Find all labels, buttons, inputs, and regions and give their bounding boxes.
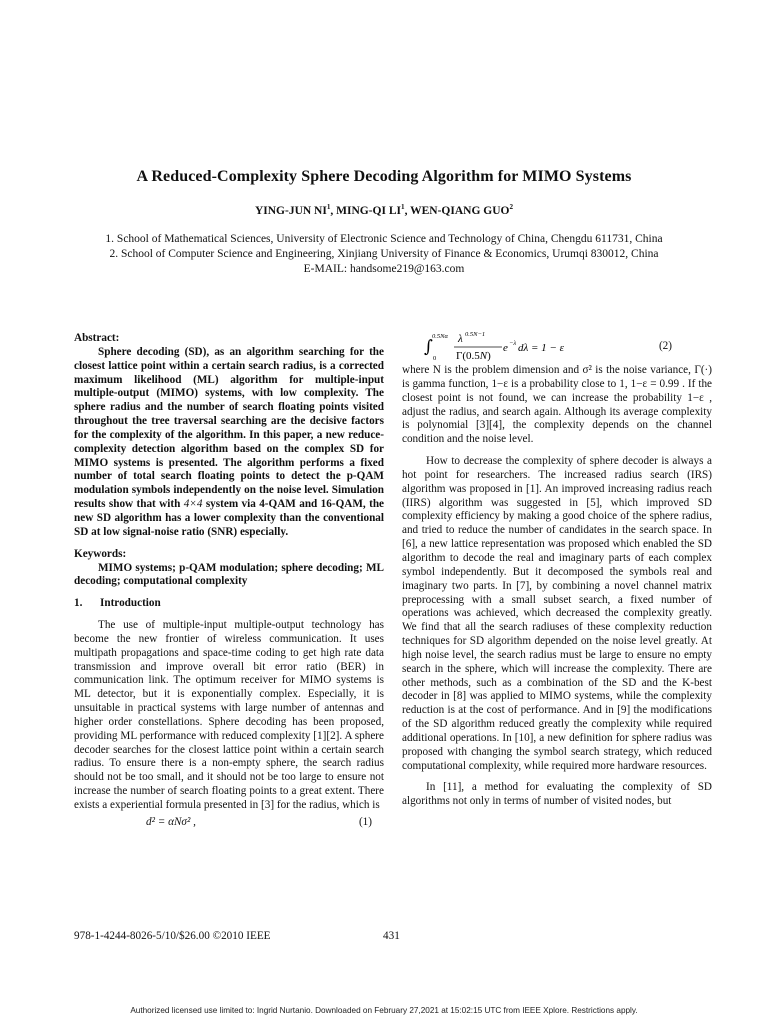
intro-paragraph: The use of multiple-input multiple-output technology has become the new frontier of wireless communication. It uses multipath propagations and space-time coding to get high rate data transmission and improve overall bit error ratio (BER) in communication link. The optimum receiver for MIMO systems is ML detector, but it is exponentially complex. Especially, it is unsuitable in practical systems with large number of antennas and higher order constellations. Sphere decoding has been proposed, providing ML performance with reduced complexity [1][2]. A sphere decoder searches for the closest lattice point within a certain search radius. To ensure there is a non-empty sphere, the search radius should not be too small, and it should not be too large to ensure not increase the number of search floating points to a great extent. There exists a experiential formula presented in [3] for the radius, which is <box>74 619 384 811</box>
left-column <box>74 332 384 835</box>
svg-text:0.5N−1: 0.5N−1 <box>465 331 486 338</box>
author-name: WEN-QIANG GUO <box>410 204 510 217</box>
svg-text:λ: λ <box>458 333 463 345</box>
paper-title: A Reduced-Complexity Sphere Decoding Algorithm for MIMO Systems <box>136 168 632 185</box>
page-number: 431 <box>383 930 400 942</box>
matrix-size: 4×4 <box>183 498 203 511</box>
svg-text:0: 0 <box>433 355 437 362</box>
svg-text:∫: ∫ <box>424 337 433 357</box>
svg-text:0.5Nα: 0.5Nα <box>432 333 448 340</box>
equation-2-number: (2) <box>658 340 672 352</box>
license-notice: Authorized licensed use limited to: Ingrid Nurtanio. Downloaded on February 27,2021 at 15:02:15 UTC from IEEE Xplore. Restrictions apply. <box>130 1006 638 1015</box>
equation-2 <box>402 330 712 364</box>
right-column <box>402 332 712 809</box>
paragraph-after-eq2: where N is the problem dimension and σ² is the noise variance, Γ(·) is gamma function, 1−ε is a probability close to 1, 1−ε = 0.99 . If the closest point is not found, we can increase the probability 1−ε , adjust the radius, and search again. Although its average complexity is polynomial [3][4], the complexity depends on the channel condition and the noise level. <box>402 364 712 446</box>
affiliation-2: 2. School of Computer Science and Engineering, Xinjiang University of Finance & Economics, Urumqi 830012, China <box>109 248 659 260</box>
isbn-footer: 978-1-4244-8026-5/10/$26.00 ©2010 IEEE <box>74 930 271 942</box>
contact-email: E-MAIL: handsome219@163.com <box>303 263 465 275</box>
equation-1 <box>74 813 384 835</box>
equation-1-number: (1) <box>358 815 372 828</box>
author-name: YING-JUN NI <box>254 204 327 217</box>
section-heading-introduction: 1. Introduction <box>74 597 161 610</box>
svg-text:−λ: −λ <box>509 340 517 347</box>
abstract-heading: Abstract: <box>74 332 120 344</box>
svg-text:Γ(0.5N): Γ(0.5N) <box>456 350 491 362</box>
svg-text:dλ = 1 − ε: dλ = 1 − ε <box>518 342 564 354</box>
complexity-paragraph: In [11], a method for evaluating the complexity of SD algorithms not only in terms of number of visited nodes, but <box>402 781 712 808</box>
svg-text:e: e <box>503 342 508 354</box>
keywords-body: MIMO systems; p-QAM modulation; sphere decoding; ML decoding; computational complexity <box>74 561 384 588</box>
author-line: YING-JUN $NI^1$, MING-QI $LI^1$, WEN-QIANG GUO$^2$ <box>254 203 514 217</box>
author-name: MING-QI LI <box>336 204 401 217</box>
keywords-heading: Keywords: <box>74 547 127 560</box>
abstract-body: Sphere decoding (SD), as an algorithm searching for the closest lattice point within a certain search radius, is a corrected maximum likelihood (ML) algorithm for multiple-input multiple-output (MIMO) systems, with low complexity. The sphere radius and the number of search floating points visited throughout the tree traversal searching are the decisive factors for the complexity of the algorithm. In this paper, a new reduce-complexity detection algorithm based on the complex SD for MIMO systems is presented. The algorithm performs a fixed number of total search floating points to detect the p-QAM modulation symbols independently on the noise level. Simulation results show that with 4×4 system via 4-QAM and 16-QAM, the new SD algorithm has a lower complexity than the conventional SD at low signal-noise ratio (SNR) especially. <box>74 345 385 538</box>
related-work-paragraph: How to decrease the complexity of sphere decoder is always a hot point for researchers. The increased radius search (IRS) algorithm was proposed in [1]. An improved increasing radius reach (IIRS) algorithm was suggested in [5], which improved SD complexity efficiency by making a good choice of the sphere radius, and tried to reduce the number of candidates in the search space. In [6], a new lattice representation was proposed which enabled the SD algorithm to decode the real and imaginary parts of each complex symbol independently. But it decomposed the symbols real and imaginary two parts. In [7], by combining a novel channel matrix preprocessing with a small subset search, a fixed number of operations was achieved, which decreased the complexity greatly. We find that all the search radiuses of these complexity reduction techniques for SD algorithm depended on the noise level greatly. At high noise level, the search radius must be large to ensure no empty search in the sphere, which will increase the complexity. There are other methods, such as a combination of the SD and the K-best decoder in [8] was applied to MIMO systems, while the complexity reduction is at the cost of performance. And in [9] the modifications of the SD algorithm reduced greatly the complexity while required additional operations. In [10], a new definition for sphere radius was proposed with changing the symbol search strategy, which reduced computational complexity, while required more hardware resources. <box>402 455 712 772</box>
equation-2-formula <box>424 330 594 364</box>
affiliations <box>0 232 768 277</box>
equation-1-formula: d² = αNσ² , <box>146 815 196 828</box>
affiliation-1: 1. School of Mathematical Sciences, University of Electronic Science and Technology of China, Chengdu 611731, China <box>105 233 663 245</box>
